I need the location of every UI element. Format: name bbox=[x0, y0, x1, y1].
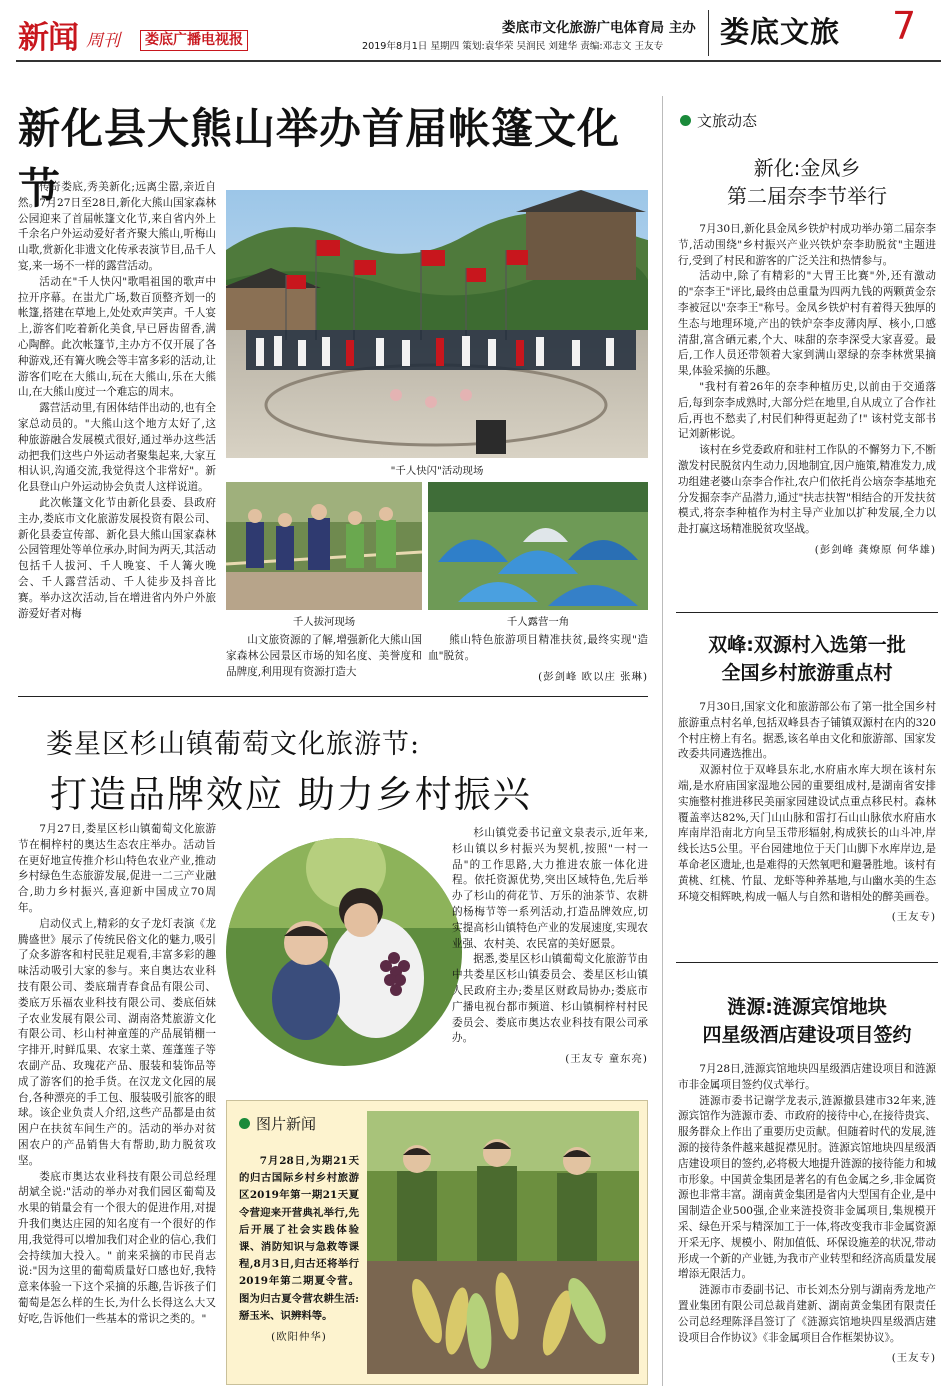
b3-para: 涟源市市委副书记、市长刘杰分别与湖南秀龙地产置业集团有限公司总裁肖建新、湖南黄金集团有限责任公司总经理陈泽昌签订了《涟源宾馆地块四星级酒店建设项目合作协议》《非金属项目合作框架协议》。 bbox=[678, 1284, 936, 1344]
article1-para: 传奇娄底,秀美新化;远离尘嚣,亲近自然。7月27日至28日,新化大熊山国家森林公园迎来了首届帐篷文化节,来自省内外上千余名户外运动爱好者齐聚大熊山,听梅山山歌,赏新化非遗文化传承表演节目,品千人宴,来一场不一样的露营活动。 bbox=[18, 181, 216, 272]
b1-para: 活动中,除了有精彩的"大胃王比赛"外,还有激动的"奈李王"评比,最终由总重量为四两九钱的两颗黄金奈李被冠以"奈李王"称号。金凤乡铁炉村有着得天独厚的生态与地理环境,产出的铁炉奈李皮薄肉厚、核小,口感清甜,富含硒元素,个大、味甜的奈李深受大家喜爱。最后,工作人员还带领着大家到满山翠绿的奈李林赏果摘果,体验采摘的乐趣。 bbox=[678, 270, 936, 378]
b1-body bbox=[678, 222, 936, 556]
green-dot-icon bbox=[680, 115, 691, 126]
article2-col1 bbox=[18, 822, 216, 1328]
masthead-dateline: 2019年8月1日 星期四 策划:袁华荣 吴润民 刘建华 责编:邓志文 王友专 bbox=[362, 41, 664, 52]
masthead-organizer: 娄底市文化旅游广电体育局 主办 bbox=[502, 20, 696, 36]
article1-byline: (彭剑峰 欧以庄 张琳) bbox=[538, 670, 648, 683]
caption-tents: 千人露营一角 bbox=[506, 616, 570, 628]
b3-headline2: 四星级酒店建设项目签约 bbox=[702, 1024, 912, 1046]
b1-para: 7月30日,新化县金凤乡铁炉村成功举办第二届奈李节,活动围绕"乡村振兴产业兴铁炉奈李助脱贫"主题进行,受到了村民和游客的广泛关注和热情参与。 bbox=[678, 223, 936, 267]
photo-news-box bbox=[226, 1100, 648, 1385]
photo-news-label-text: 图片新闻 bbox=[256, 1115, 317, 1133]
divider-b2 bbox=[676, 962, 938, 963]
b2-para: 双源村位于双峰县东北,水府庙水库大坝在该村东端,是水府庙国家湿地公园的重要组成村,是湖南省安排实施整村推进移民美丽家园建设试点重点移民村。森林覆盖率达82%,天门山山脉和雷打石山山脉依水府庙水库南岸沿南北方向呈玉带形辐射,构成狭长的山斗冲,岸线长达5公里。平台园建地位于天门山脚下水库岸边,是革命老区遗址,也是难得的天然氧吧和避暑胜地。该村有黄桃、红桃、竹鼠、龙虾等种养基地,与山幽水美的生态环境交相辉映,构成一幅人与自然和谐相处的醉美画卷。 bbox=[678, 764, 936, 903]
article2-col2 bbox=[452, 826, 648, 1065]
b1-headline1: 新化:金凤乡 bbox=[753, 156, 861, 180]
article1-col2 bbox=[226, 633, 422, 680]
b1-headline2: 第二届奈李节举行 bbox=[727, 184, 887, 208]
b1-para: "我村有着26年的奈李种植历史,以前由于交通落后,每到奈李成熟时,大部分烂在地里,自从成立了合作社后,再也不愁卖了,村民们种得更起劲了!" 该村党支部书记刘新彬说。 bbox=[678, 380, 936, 441]
article1-para: 露营活动里,有困体结伴出动的,也有全家总动员的。"大熊山这个地方太好了,这种旅游融合发展模式很好,通过举办这些活动把我们这些户外运动者聚集起来,大家互相认识,沟通交流,我觉得这个非常好"。新化县登山户外运动协会负责人这样说道。 bbox=[18, 402, 216, 494]
section-title: 娄底文旅 bbox=[720, 15, 841, 49]
right-section-label-text: 文旅动态 bbox=[697, 112, 758, 130]
b1-para: 该村在乡党委政府和驻村工作队的不懈努力下,不断激发村民脱贫内生动力,因地制宜,因户施策,精准发力,成功组建老婆山奈李合作社,农户们依托肖公垴奈李基地充分发掘奈李产品潜力,通过"扶志扶智"相结合的开发扶贫模式,将奈李种植作为村主导产业加以扩种发展,全力以赴打赢这场精准脱贫攻坚战。 bbox=[678, 444, 936, 536]
b3-byline: (王友专) bbox=[891, 1352, 936, 1365]
article2-byline: (王友专 童东亮) bbox=[565, 1053, 648, 1066]
b3-body bbox=[678, 1062, 936, 1364]
masthead-logo-sub: 周刊 bbox=[86, 31, 120, 51]
article2-para: 杉山镇党委书记童文泉表示,近年来,杉山镇以乡村振兴为契机,按照"一村一品"的工作思路,大力推进农旅一体化进程。依托资源优势,突出区域特色,先后举办了杉山的荷花节、万乐的油茶节、农耕的杨梅节等一系列活动,打造品牌效应,切实提高杉山镇特色产业的发展速度,实现农业强、农村美、农民富的美好愿景。 bbox=[452, 827, 648, 950]
b3-headline1: 涟源:涟源宾馆地块 bbox=[727, 996, 887, 1018]
divider-article1 bbox=[18, 696, 648, 697]
b2-byline: (王友专) bbox=[891, 911, 936, 924]
photo-news-text bbox=[239, 1153, 359, 1343]
b3-para: 涟源市委书记谢学龙表示,涟源撤县建市32年来,涟源宾馆作为涟源市委、市政府的接待中心,在接待贵宾、服务群众上作出了重要历史贡献。但随着时代的发展,涟源的接待条件越来越捉襟见肘。涟源宾馆地块四星级酒店建设项目的签约,必将极大地提升涟源的接待能力和城市形象。中国黄金集团是著名的有色金属之乡,非金属资源也非常丰富。湖南黄金集团是省内大型国有企业,是中国制造企业500强,企业来涟投资非金属项目,集规模开采、绿色开采与精深加工于一体,将改变我市非金属资源开采无序、规模小、附加值低、环保设施差的状况,带动形成一个新的产业链,为我市产业转型和经济高质量发展增添无限活力。 bbox=[678, 1094, 936, 1281]
b2-para: 7月30日,国家文化和旅游部公布了第一批全国乡村旅游重点村名单,包括双峰县杏子铺镇双源村在内的320个村庄榜上有名。据悉,该名单由文化和旅游部、国家发改委共同遴选推出。 bbox=[678, 701, 936, 761]
b2-body bbox=[678, 700, 936, 923]
article2-headline1: 娄星区杉山镇葡萄文化旅游节: bbox=[46, 729, 421, 760]
right-section-label bbox=[680, 110, 757, 131]
green-dot-icon bbox=[239, 1118, 250, 1129]
photo-tug-of-war bbox=[226, 482, 422, 610]
article2-para: 7月27日,娄星区杉山镇葡萄文化旅游节在桐梓村的奥达生态农庄举办。活动旨在更好地宣传推介杉山特色农业产业,推动乡村绿色生态旅游发展,促进一二三产业融合,助力乡村振兴,喜迎新中国成立70周年。 bbox=[18, 823, 216, 914]
column-divider bbox=[662, 96, 663, 1386]
masthead-rule bbox=[16, 60, 941, 62]
masthead-partner: 娄底广播电视报 bbox=[140, 30, 248, 51]
article2-para: 据悉,娄星区杉山镇葡萄文化旅游节由中共娄星区杉山镇委员会、娄星区杉山镇人民政府主办;娄星区财政局协办;娄底市广播电视台都市频道、杉山镇桐梓村村民委员会、娄底市奥达农业科技有限公司承办。 bbox=[452, 953, 648, 1045]
b1-byline: (彭剑峰 龚燎原 何华雄) bbox=[814, 543, 936, 556]
photo-news-label bbox=[239, 1113, 316, 1134]
article1-col3 bbox=[428, 633, 648, 683]
article2-headline2: 打造品牌效应 助力乡村振兴 bbox=[50, 773, 532, 816]
article1-para: 山文旅资源的了解,增强新化大熊山国家森林公园景区市场的知名度、美誉度和品牌度,利用现有资源打造大 bbox=[226, 634, 422, 678]
b3-para: 7月28日,涟源宾馆地块四星级酒店建设项目和涟源市非金属项目签约仪式举行。 bbox=[678, 1063, 936, 1091]
article1-col1 bbox=[18, 180, 216, 622]
article1-headline: 新化县大熊山举办首届帐篷文化节 bbox=[18, 104, 621, 213]
photo-news-body: 7月28日,为期21天的归古国际乡村乡村旅游区2019年第一期21天夏令营迎来开营典礼举行,先后开展了社会实践体验课、消防知识与急救等课程,8月3日,归古还将举行2019年第二期夏令营。图为归古夏令营农耕生活:掰玉米、识辨料等。 bbox=[239, 1155, 359, 1322]
article2-para: 启动仪式上,精彩的女子龙灯表演《龙腾盛世》展示了传统民俗文化的魅力,吸引了众多游客和村民驻足观看,丰富多彩的趣味活动吸引大家的参与。来自奥达农业科技有限公司、娄底瑞青春食品有限公司、娄底万乐福农业科技有限公司、娄底佰妹子农业发展有限公司、湖南洛梵旅游文化有限公司、杉山村神童莲的产品展销棚一字排开,时鲜瓜果、农家土菜、莲蓬莲子等农副产品、玫瑰花产品、服装和装饰品等成了游客们的抢手货。在汉龙文化园的展台,各种漂亮的手工包、服装吸引旅客的眼球。该企业负责人介绍,这些产品都是由贫困户在扶贫车间生产的。活动的举办对贫困农户的产品销售大有帮助,助力脱贫攻坚。 bbox=[18, 917, 216, 1167]
article2-para: 娄底市奥达农业科技有限公司总经理胡斌全说:"活动的举办对我们园区葡萄及水果的销量会有一个很大的促进作用,对提升我们奥达庄园的知名度有一个很好的作用,我觉得可以增加我们对企业的信心,我们会持续加大投入。" 前来采摘的市民肖志说:"因为这里的葡萄质量好口感也好,我特意来体验一下这个采摘的乐趣,告诉孩子们葡萄是怎么样的生长,为什么长得这么大又好吃,告诉他们一些基本的常识之类的。" bbox=[18, 1170, 216, 1325]
article1-para: 熊山特色旅游项目精准扶贫,最终实现"造血"脱贫。 bbox=[428, 634, 648, 662]
photo-news-byline: (欧阳仲华) bbox=[271, 1331, 327, 1344]
masthead-logo: 新闻 bbox=[18, 20, 78, 56]
photo-grapes bbox=[226, 838, 462, 1066]
masthead bbox=[0, 0, 951, 62]
masthead-divider bbox=[708, 10, 709, 56]
photo-tents bbox=[428, 482, 648, 610]
divider-b1 bbox=[676, 612, 938, 613]
caption-flash-mob: "千人快闪"活动现场 bbox=[390, 465, 484, 477]
article1-para: 此次帐篷文化节由新化县委、县政府主办,娄底市文化旅游发展投资有限公司、新化县委宣传部、新化县大熊山国家森林公园管理处等单位承办,时间为两天,其活动包括千人拔河、千人晚宴、千人篝火晚会、千人露营活动、千人徒步及抖音比赛。举办这次活动,旨在增进省内外户外旅游爱好者对梅 bbox=[18, 496, 216, 620]
b2-headline2: 全国乡村旅游重点村 bbox=[721, 662, 893, 684]
b2-headline1: 双峰:双源村入选第一批 bbox=[708, 634, 906, 656]
caption-tug-of-war: 千人拔河现场 bbox=[292, 616, 356, 628]
article1-para: 活动在"千人快闪"歌唱祖国的歌声中拉开序幕。在蚩尤广场,数百顶整齐划一的帐篷,搭建在草地上,处处欢声笑声。千人宴上,游客们吃着新化美食,早已唇齿留香,满心陶醉。此次帐篷节,主办方不仅开展了各种游戏,还有篝火晚会等丰富多彩的活动,让游客们吃在大熊山,玩在大熊山,乐在大熊山,在大熊山度过一个难忘的周末。 bbox=[18, 275, 216, 399]
page-number: 7 bbox=[892, 4, 917, 48]
photo-corn-camp bbox=[367, 1111, 639, 1374]
photo-flash-mob bbox=[226, 190, 648, 458]
